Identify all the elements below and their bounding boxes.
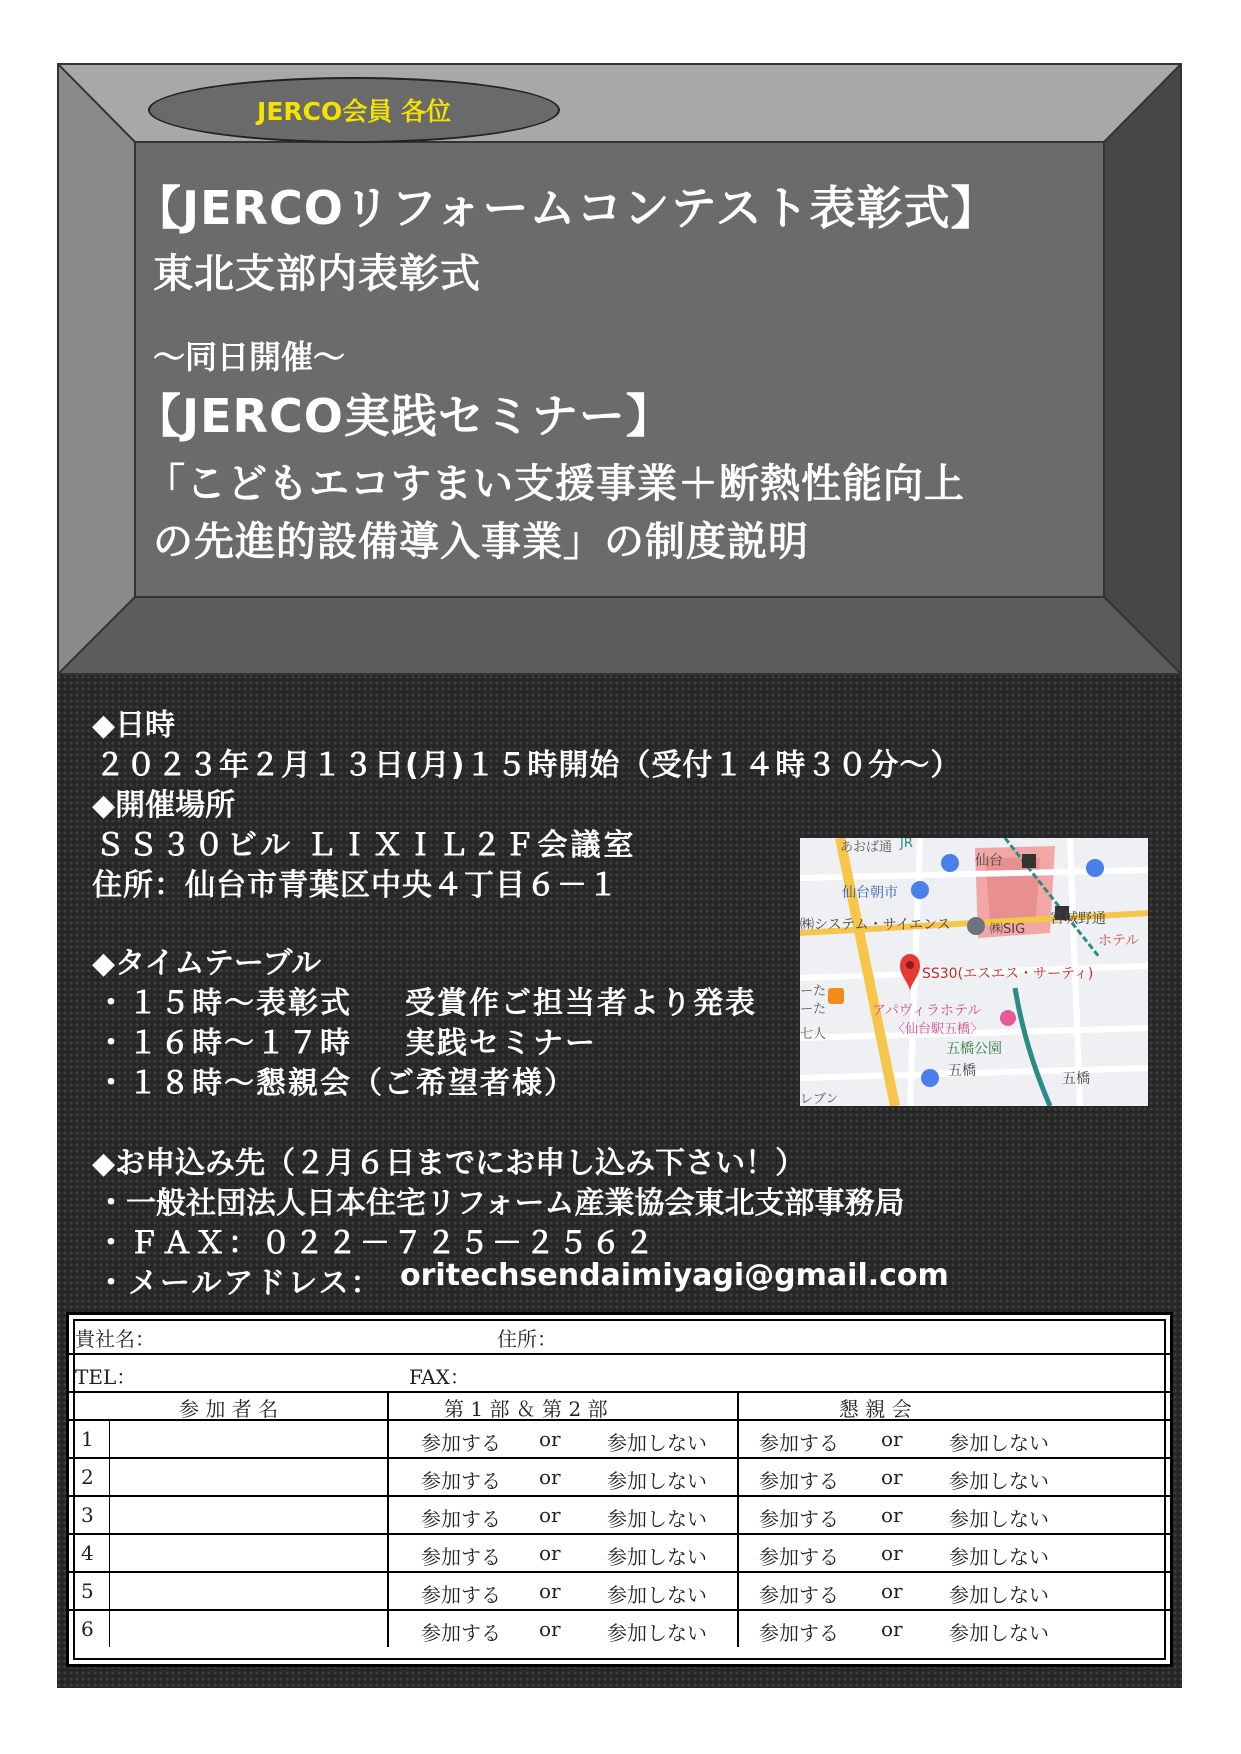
col-part-1-2: 第 1 部 ＆ 第 2 部 — [444, 1397, 608, 1421]
col-divider-2 — [737, 1391, 739, 1647]
map-label-hotel: ホテル — [1098, 933, 1140, 949]
map-label-apa: アパヴィラホテル — [872, 1003, 982, 1019]
party-attend-option[interactable]: 参加する — [759, 1507, 839, 1531]
row-number: 6 — [81, 1617, 94, 1641]
col-party: 懇 親 会 — [839, 1397, 912, 1421]
party-attend-option[interactable]: 参加する — [759, 1583, 839, 1607]
hotel-icon — [1000, 1010, 1016, 1026]
map-label-left-1: ーた — [800, 984, 827, 999]
seminar-subtitle-2: の先進的設備導入事業」の制度説明 — [153, 519, 809, 565]
map-label-gohashi-2: 五橋 — [1062, 1071, 1090, 1087]
participant-name-field[interactable] — [113, 1503, 383, 1527]
fax-label: FAX： — [409, 1365, 470, 1389]
party-not-attend-option[interactable]: 参加しない — [949, 1545, 1049, 1569]
party-or-label: or — [881, 1465, 903, 1489]
address-value: 住所：仙台市青葉区中央４丁目６－１ — [92, 868, 619, 903]
part-not-attend-option[interactable]: 参加しない — [607, 1431, 707, 1455]
part-not-attend-option[interactable]: 参加しない — [607, 1507, 707, 1531]
party-or-label: or — [881, 1427, 903, 1451]
same-day-label: ～同日開催～ — [153, 338, 346, 376]
tel-label: TEL： — [75, 1365, 137, 1389]
map-label-ss30: SS30(エスエス・サーティ) — [922, 966, 1094, 982]
part-or-label: or — [539, 1427, 561, 1451]
timetable-time-3: ・１８時～懇親会（ご希望者様） — [96, 1066, 576, 1101]
party-not-attend-option[interactable]: 参加しない — [949, 1507, 1049, 1531]
map-label-sig: ㈱SIG — [990, 922, 1026, 937]
map-label-park: 五橋公園 — [946, 1041, 1002, 1057]
poi-icon-4 — [967, 917, 985, 935]
poi-icon-2 — [911, 881, 929, 899]
tel-field[interactable] — [129, 1359, 399, 1385]
date-value: ２０２３年２月１３日(月)１５時開始（受付１４時３０分～） — [95, 748, 962, 783]
timetable-desc-1: 受賞作ご担当者より発表 — [405, 986, 757, 1021]
map-label-asaichi: 仙台朝市 — [842, 885, 898, 901]
timetable-heading: ◆タイムテーブル — [92, 946, 322, 981]
party-or-label: or — [881, 1541, 903, 1565]
party-not-attend-option[interactable]: 参加しない — [949, 1621, 1049, 1645]
col-divider-1 — [387, 1391, 389, 1647]
party-not-attend-option[interactable]: 参加しない — [949, 1583, 1049, 1607]
poi-icon-5 — [921, 1069, 939, 1087]
email-address[interactable]: oritechsendaimiyagi@gmail.com — [400, 1258, 949, 1293]
station-icon-2 — [1022, 854, 1036, 868]
part-attend-option[interactable]: 参加する — [421, 1507, 501, 1531]
venue-value: ＳＳ３０ビル ＬＩＸＩＬ２Ｆ会議室 — [95, 828, 637, 863]
title-panel — [135, 142, 1103, 597]
party-attend-option[interactable]: 参加する — [759, 1469, 839, 1493]
part-attend-option[interactable]: 参加する — [421, 1583, 501, 1607]
part-not-attend-option[interactable]: 参加しない — [607, 1545, 707, 1569]
party-not-attend-option[interactable]: 参加しない — [949, 1431, 1049, 1455]
address-field[interactable] — [559, 1321, 1159, 1347]
participant-name-field[interactable] — [113, 1579, 383, 1603]
timetable-time-1: ・１５時～表彰式 — [96, 986, 352, 1021]
party-attend-option[interactable]: 参加する — [759, 1621, 839, 1645]
num-divider — [109, 1419, 110, 1647]
part-attend-option[interactable]: 参加する — [421, 1469, 501, 1493]
map-label-sendai: 仙台 — [975, 853, 1003, 869]
registration-form — [66, 1312, 1173, 1667]
participant-name-field[interactable] — [113, 1465, 383, 1489]
map-label-apa-sub: 〈仙台駅五橋〉 — [892, 1022, 984, 1037]
row-number: 3 — [81, 1503, 94, 1527]
contest-title: 【JERCOリフォームコンテスト表彰式】 — [135, 181, 998, 235]
part-or-label: or — [539, 1579, 561, 1603]
venue-heading: ◆開催場所 — [92, 788, 236, 823]
part-not-attend-option[interactable]: 参加しない — [607, 1621, 707, 1645]
participant-name-field[interactable] — [113, 1617, 383, 1641]
map-label-miyagino: 宮城野通 — [1050, 911, 1106, 927]
seminar-title: 【JERCO実践セミナー】 — [135, 389, 673, 443]
address-label: 住所： — [497, 1327, 557, 1351]
fax-field[interactable] — [469, 1359, 1159, 1385]
timetable-desc-2: 実践セミナー — [405, 1026, 597, 1061]
poi-icon-3 — [1086, 859, 1104, 877]
party-not-attend-option[interactable]: 参加しない — [949, 1469, 1049, 1493]
map-label-left-3: 七人 — [800, 1027, 827, 1042]
location-map[interactable] — [800, 838, 1148, 1106]
map-label-jr: JR — [900, 838, 913, 851]
member-badge: JERCO会員 各位 — [148, 77, 560, 143]
participant-name-field[interactable] — [113, 1427, 383, 1451]
company-field[interactable] — [179, 1321, 479, 1347]
email-label: ・メールアドレス： — [96, 1266, 383, 1301]
map-label-left-4: レブン — [800, 1092, 839, 1106]
part-or-label: or — [539, 1617, 561, 1641]
participant-name-field[interactable] — [113, 1541, 383, 1565]
col-participant-name: 参 加 者 名 — [179, 1397, 279, 1421]
party-attend-option[interactable]: 参加する — [759, 1431, 839, 1455]
part-or-label: or — [539, 1541, 561, 1565]
party-attend-option[interactable]: 参加する — [759, 1545, 839, 1569]
party-or-label: or — [881, 1579, 903, 1603]
seminar-subtitle-1: 「こどもエコすまい支援事業＋断熱性能向上 — [145, 461, 965, 507]
poi-icon-1 — [941, 854, 959, 872]
part-or-label: or — [539, 1503, 561, 1527]
map-label-system-science: ㈱システム・サイエンス — [800, 917, 951, 933]
branch-title: 東北支部内表彰式 — [153, 251, 481, 297]
map-label-aoba: あおば通 — [840, 840, 893, 855]
part-attend-option[interactable]: 参加する — [421, 1621, 501, 1645]
part-not-attend-option[interactable]: 参加しない — [607, 1583, 707, 1607]
organization: ・一般社団法人日本住宅リフォーム産業協会東北支部事務局 — [96, 1186, 905, 1221]
part-attend-option[interactable]: 参加する — [421, 1431, 501, 1455]
fax-number: ・ＦＡＸ：０２２－７２５－２５６２ — [96, 1226, 657, 1261]
row-number: 2 — [81, 1465, 94, 1489]
row-number: 4 — [81, 1541, 94, 1565]
map-label-left-2: ーた — [800, 1002, 827, 1017]
map-label-gohashi-1: 五橋 — [948, 1063, 976, 1079]
party-or-label: or — [881, 1503, 903, 1527]
party-or-label: or — [881, 1617, 903, 1641]
company-label: 貴社名： — [75, 1327, 155, 1351]
part-not-attend-option[interactable]: 参加しない — [607, 1469, 707, 1493]
row-number: 1 — [81, 1427, 94, 1451]
part-or-label: or — [539, 1465, 561, 1489]
apply-heading: ◆お申込み先（２月６日までにお申し込み下さい！） — [92, 1146, 806, 1181]
timetable-time-2: ・１６時～１７時 — [96, 1026, 352, 1061]
part-attend-option[interactable]: 参加する — [421, 1545, 501, 1569]
row-number: 5 — [81, 1579, 94, 1603]
restaurant-icon — [828, 988, 844, 1004]
date-heading: ◆日時 — [92, 708, 176, 743]
